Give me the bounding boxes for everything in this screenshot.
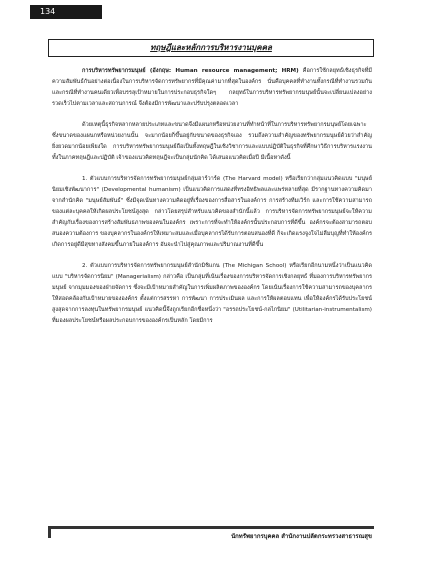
paragraph-3: 1. ตัวแบบการบริหารจัดการทรัพยากรมนุษย์กลุ่มฮาร์วาร์ด (The Harvard model) หรือเรียกว่ากลุ่มแนวคิดแบบ "มนุษย์นิยมเชิงพัฒนาการ" (Developmental humanism) เป็นแนวคิดการแสดงที่ทรงอิทธิพลและแพร่หลายที่สุด มีรากฐานทางความคิดมาจากสำนักคิด "มนุษย์สัมพันธ์" ซึ่งมีจุดเน้นทางความคิดอยู่ที่เรื่องของการสื่อสารในองค์การ การสร้างทีมเวิร์ก และการใช้ความสามารถของแต่ละบุคคลให้เกิดผลประโยชน์สูงสุด กล่าวโดยสรุปสำหรับแนวคิดของสำนักนี้แล้ว การบริหารจัดการทรัพยากรมนุษย์จะให้ความสำคัญกับเรื่องของการสร้างสัมพันธภาพของคนในองค์กร เพราะการที่จะทำให้องค์กรนั้นประกอบการที่ดีขึ้น องค์กรจะต้องสามารถตอบสนองความต้องการ ของบุคลากรในองค์กรให้เหมาะสมและเมื่อบุคลากรได้รับการตอบสนองที่ดี ก็จะเกิดแรงจูงใจไม่ลืมบุญที่ทำให้องค์กรเกิดการอยู่ดีมีสุขทางสังคมขึ้นภายในองค์การ อันจะนำไปสู่คุณภาพและปริมาณงานที่ดีขึ้น bbox=[52, 176, 372, 248]
paragraph-1-rest: คือการใช้กลยุทธ์เชิงธุรกิจที่มีความสัมพันธ์กันอย่างต่อเนื่องในการบริหารจัดการทรัพยากรที่มีคุณค่ามากที่สุดในองค์กร นั่นคือบุคคลที่ทำงานทั้งกรณีที่ทำงานรวมกันและกรณีที่ทำงานคนเดียวเพื่อบรรลุเป้าหมายในการประกอบธุรกิจใดๆ กลยุทธ์ในการบริหารทรัพยากรมนุษย์นั้นจะเปลี่ยนแปลงอย่างรวดเร็วไปตามเวลาและสถานการณ์ จึงต้องมีการพัฒนาและปรับปรุงตลอดเวลา bbox=[52, 68, 372, 107]
paragraph-1 bbox=[52, 66, 372, 110]
page-number: 134 bbox=[40, 7, 56, 16]
footer-rule bbox=[48, 526, 374, 529]
paragraph-1-lead: การบริหารทรัพยากรมนุษย์ (อังกฤษ: Human resource management; HRM) bbox=[82, 68, 299, 74]
chapter-title-box bbox=[48, 39, 374, 57]
footer-text: นักทรัพยากรบุคคล สำนักงานปลัดกระทรวงสาธารณสุข bbox=[231, 533, 372, 540]
paragraph-4: 2. ตัวแบบการบริหารจัดการทรัพยากรมนุษย์สำนักมิชิแกน (The Michigan School) หรือเรียกอีกนามหนึ่งว่าเป็นแนวคิดแบบ "บริหารจัดการนิยม" (Managerialism) กล่าวคือ เป็นกลุ่มที่เน้นเรื่องของการบริหารจัดการเชิงกลยุทธ์ ที่มองการบริหารทรัพยากรมนุษย์ จากมุมมองของฝ่ายจัดการ ซึ่งจะมีเป้าหมายสำคัญในการเพิ่มผลิตภาพขององค์กร โดยเน้นเรื่องการใช้ความสามารถของบุคลากรให้สอดคล้องกับเป้าหมายขององค์กร ตั้งแต่การสรรหา การพัฒนา การประเมินผล และการให้ผลตอบแทน เพื่อให้องค์กรได้รับประโยชน์สูงสุดจากการลงทุนในทรัพยากรมนุษย์ แนวคิดนี้จึงถูกเรียกอีกชื่อหนึ่งว่า "อรรถประโยชน์-กลไกนิยม" (Utilitarian-instrumentalism) ที่มองผลประโยชน์หรือผลประกอบการขององค์กรเป็นหลัก โดยมีการ bbox=[52, 263, 372, 324]
body-text bbox=[52, 66, 372, 337]
page-number-box bbox=[30, 5, 102, 19]
footer-accent bbox=[48, 526, 51, 538]
paragraph-2: ด้วยเหตุนี้ธุรกิจหลากหลายประเภทและขนาดจึงมีแผนกหรือหน่วยงานที่ทำหน้าที่ในการบริหารทรัพยากรมนุษย์โดยเฉพาะ ซึ่งขนาดของแผนกหรือหน่วยงานนั้น จะมากน้อยก็ขึ้นอยู่กับขนาดของธุรกิจเอง รวมถึงความสำคัญของทรัพยากรมนุษย์ด้วยว่าสำคัญยิ่งยวดมากน้อยเพียงใด การบริหารทรัพยากรมนุษย์ถือเป็นทั้งทฤษฎีในเชิงวิชาการและแบบปฏิบัติในธุรกิจที่ศึกษาวิธีการบริหารแรงงานทั้งในภาคทฤษฎีและปฏิบัติ เจ้าของแนวคิดทฤษฎีจะเป็นกลุ่มนักคิด ได้เสนอแนวคิดเมื่อปี มีเนื้อหาดังนี้ bbox=[52, 122, 372, 161]
chapter-title: ทฤษฎีและหลักการบริหารงานบุคคล bbox=[150, 43, 272, 52]
